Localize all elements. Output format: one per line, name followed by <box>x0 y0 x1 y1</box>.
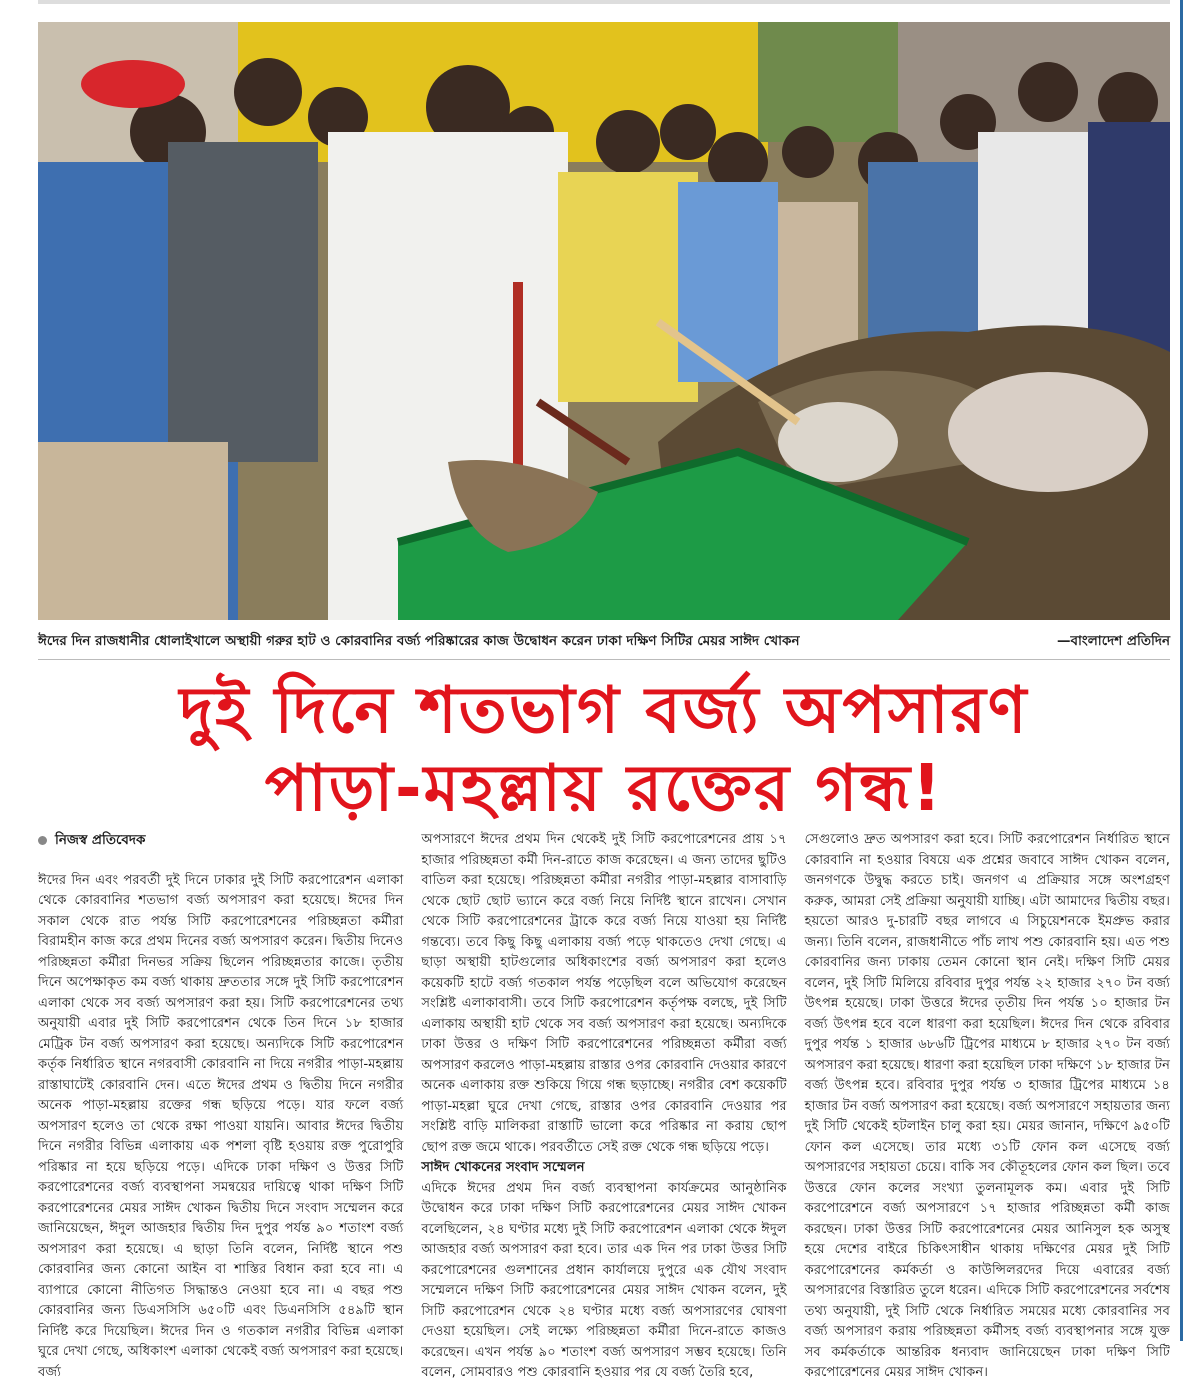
top-border <box>38 0 1170 4</box>
headline-line-1: দুই দিনে শতভাগ বর্জ্য অপসারণ <box>179 674 1029 748</box>
article-paragraph: ঈদের দিন এবং পরবর্তী দুই দিনে ঢাকার দুই সিটি করপোরেশন এলাকা থেকে কোরবানির শতভাগ বর্জ্য অপসারণ করা হয়েছে। ঈদের দিন সকাল থেকে রাত পর্যন্ত সিটি করপোরেশনের পরিচ্ছন্নতা কর্মীরা বিরামহীন কাজ করে প্রথম দিনের বর্জ্য অপসারণ করেন। দ্বিতীয় দিনেও পরিচ্ছন্নতা কর্মীরা দিনভর সক্রিয় ছিলেন পরিচ্ছন্নতার কাজে। তৃতীয় দিনে অপেক্ষাকৃত কম বর্জ্য থাকায় দ্রুততার সঙ্গে দুই সিটি করপোরেশন এলাকা থেকে সব বর্জ্য অপসারণ করা হয়। সিটি করপোরেশনের তথ্য অনুযায়ী এবার দুই সিটি করপোরেশন থেকে তিন দিনে ১৮ হাজার মেট্রিক টন বর্জ্য অপসারণ করা হয়েছে। অন্যদিকে সিটি করপোরেশন কর্তৃক নির্ধারিত স্থানে নগরবাসী কোরবানি না দিয়ে নগরীর পাড়া-মহল্লায় রাস্তাঘাটেই কোরবানি দেন। এতে ঈদের প্রথম ও দ্বিতীয় দিনে নগরীর অনেক পাড়া-মহল্লায় রক্তের গন্ধ ছড়িয়ে পড়ে। যার ফলে বর্জ্য অপসারণ হলেও তা থেকে রক্ষা পাওয়া যায়নি। আবার ঈদের দ্বিতীয় দিনে নগরীর বিভিন্ন এলাকায় এক পশলা বৃষ্টি হওয়ায় রক্ত পুরোপুরি পরিষ্কার না হয়ে ছড়িয়ে পড়ে। এদিকে ঢাকা দক্ষিণ ও উত্তর সিটি করপোরেশনের বর্জ্য ব্যবস্থাপনা সমন্বয়ের দায়িত্বে থাকা দক্ষিণ সিটি করপোরেশনের মেয়র সাঈদ খোকন দ্বিতীয় দিনে সংবাদ সম্মেলন করে জানিয়েছেন, ঈদুল আজহার দ্বিতীয় দিন দুপুর পর্যন্ত ৯০ শতাংশ বর্জ্য অপসারণ করা হয়েছে। এ ছাড়া তিনি বলেন, নির্দিষ্ট স্থানে পশু কোরবানির জন্য কোনো আইন বা শাস্তির বিধান করা হবে না। এ ব্যাপারে কোনো নীতিগত সিদ্ধান্তও নেওয়া হবে না। এ বছর পশু কোরবানির জন্য ডিএসসিসি ৬৫০টি এবং ডিএনসিসি ৫৪৯টি স্থান নির্দিষ্ট করে দিয়েছিল। ঈদের দিন ও গতকাল নগরীর বিভিন্ন এলাকা ঘুরে দেখা গেছে, অধিকাংশ এলাকা থেকেই বর্জ্য অপসারণ করা হয়েছে। বর্জ্য <box>38 872 404 1380</box>
article-column-1 <box>38 830 404 1380</box>
headline-line-2: পাড়া-মহল্লায় রক্তের গন্ধ! <box>264 752 944 826</box>
headline <box>38 672 1170 828</box>
photo-caption: ঈদের দিন রাজধানীর ধোলাইখালে অস্থায়ী গরুর হাট ও কোরবানির বর্জ্য পরিষ্কারের কাজ উদ্বোধন করেন ঢাকা দক্ষিণ সিটির মেয়র সাঈদ খোকন <box>38 632 800 649</box>
article-paragraph: এদিকে ঈদের প্রথম দিন বর্জ্য ব্যবস্থাপনা কার্যক্রমের আনুষ্ঠানিক উদ্বোধন করে ঢাকা দক্ষিণ সিটি করপোরেশনের মেয়র সাঈদ খোকন বলেছিলেন, ২৪ ঘণ্টার মধ্যে দুই সিটি করপোরেশন এলাকা থেকে ঈদুল আজহার বর্জ্য অপসারণ করা হবে। তার এক দিন পর ঢাকা উত্তর সিটি করপোরেশনের গুলশানের প্রধান কার্যালয়ে দুপুরে এক যৌথ সংবাদ সম্মেলনে দক্ষিণ সিটি করপোরেশনের মেয়র সাঈদ খোকন বলেন, দুই সিটি করপোরেশন থেকে ২৪ ঘণ্টার মধ্যে বর্জ্য অপসারণের ঘোষণা দেওয়া হয়েছিল। সেই লক্ষ্যে পরিচ্ছন্নতা কর্মীরা দিনে-রাতে কাজও করেছেন। এখন পর্যন্ত ৯০ শতাংশ বর্জ্য অপসারণ সম্ভব হয়েছে। তিনি বলেন, সোমবারও পশু কোরবানি হওয়ার পর যে বর্জ্য তৈরি হবে, <box>421 1180 787 1380</box>
article-paragraph: সেগুলোও দ্রুত অপসারণ করা হবে। সিটি করপোরেশন নির্ধারিত স্থানে কোরবানি না হওয়ার বিষয়ে এক প্রশ্নের জবাবে সাঈদ খোকন বলেন, জনগণকে উদ্বুদ্ধ করতে চাই। জনগণ এ প্রক্রিয়ার সঙ্গে অংশগ্রহণ করুক, আমরা সেই প্রক্রিয়া অনুযায়ী যাচ্ছি। এটা আমাদের দ্বিতীয় বছর। হয়তো আরও দু-চারটি বছর লাগবে এ সিচুয়েশনকে ইমপ্রুভ করার জন্য। তিনি বলেন, রাজধানীতে পাঁচ লাখ পশু কোরবানি হয়। এত পশু কোরবানির জন্য ঢাকায় তেমন কোনো স্থান নেই। দক্ষিণ সিটি মেয়র বলেন, দুই সিটি মিলিয়ে রবিবার দুপুর পর্যন্ত ২২ হাজার ২৭০ টন বর্জ্য উৎপন্ন হয়েছে। ঢাকা উত্তরে ঈদের তৃতীয় দিন পর্যন্ত ১০ হাজার টন বর্জ্য উৎপন্ন হবে বলে ধারণা করা হয়েছিল। ঈদের দিন থেকে রবিবার দুপুর পর্যন্ত ১ হাজার ৬৮৬টি ট্রিপের মাধ্যমে ৮ হাজার ২৭০ টন বর্জ্য অপসারণ করা হয়েছে। ধারণা করা হয়েছিল ঢাকা দক্ষিণে ১৮ হাজার টন বর্জ্য উৎপন্ন হবে। রবিবার দুপুর পর্যন্ত ৩ হাজার ট্রিপের মাধ্যমে ১৪ হাজার টন বর্জ্য অপসারণ করা হয়েছে। বর্জ্য অপসারণে সহায়তার জন্য দুই সিটি থেকেই হটলাইন চালু করা হয়। মেয়র জানান, দক্ষিণে ৯৫০টি ফোন কল এসেছে। তার মধ্যে ৩১টি ফোন কল এসেছে বর্জ্য অপসারণের সহায়তা চেয়ে। বাকি সব কৌতূহলের ফোন কল ছিল। তবে উত্তরে ফোন কলের সংখ্যা তুলনামূলক কম। এবার দুই সিটি করপোরেশনে বর্জ্য অপসারণে ১৭ হাজার পরিচ্ছন্নতা কর্মী কাজ করছেন। ঢাকা উত্তর সিটি করপোরেশনের মেয়র আনিসুল হক অসুস্থ হয়ে দেশের বাইরে চিকিৎসাধীন থাকায় দক্ষিণের মেয়র দুই সিটি করপোরেশনের কর্মকর্তা ও কাউন্সিলরদের দিয়ে এবারের বর্জ্য অপসারণের বিস্তারিত তুলে ধরেন। এদিকে সিটি করপোরেশনের সর্বশেষ তথ্য অনুযায়ী, দুই সিটি থেকে নির্ধারিত সময়ের মধ্যে কোরবানির সব বর্জ্য অপসারণ করায় পরিচ্ছন্নতা কর্মীসহ বর্জ্য ব্যবস্থাপনার সঙ্গে যুক্ত সব কর্মকর্তাকে আন্তরিক ধন্যবাদ জানিয়েছেন ঢাকা দক্ষিণ সিটি করপোরেশনের মেয়র সাঈদ খোকন। <box>804 832 1170 1380</box>
news-photo <box>38 22 1170 620</box>
bullet-icon <box>38 836 47 845</box>
byline <box>38 830 403 851</box>
caption-divider <box>38 659 1170 660</box>
photo-credit: —বাংলাদেশ প্রতিদিন <box>1057 632 1170 649</box>
photo-caption-row <box>38 628 1170 654</box>
article-column-3 <box>804 830 1170 1380</box>
article-column-2 <box>421 830 787 1380</box>
article-columns <box>38 830 1170 1380</box>
article-subhead: সাঈদ খোকনের সংবাদ সম্মেলন <box>421 1160 585 1175</box>
article-paragraph: অপসারণে ঈদের প্রথম দিন থেকেই দুই সিটি করপোরেশনের প্রায় ১৭ হাজার পরিচ্ছন্নতা কর্মী দিন-রাতে কাজ করেছেন। এ জন্য তাদের ছুটিও বাতিল করা হয়েছে। পরিচ্ছন্নতা কর্মীরা নগরীর পাড়া-মহল্লার বাসাবাড়ি থেকে ছোট ছোট ভ্যানে করে বর্জ্য নিয়ে নির্দিষ্ট স্থানে রাখেন। সেখান থেকে সিটি করপোরেশনের ট্রাকে করে বর্জ্য নিয়ে যাওয়া হয় নির্দিষ্ট গন্তব্যে। তবে কিছু কিছু এলাকায় বর্জ্য পড়ে থাকতেও দেখা গেছে। এ ছাড়া অস্থায়ী হাটগুলোর অধিকাংশের বর্জ্য অপসারণ করা হলেও কয়েকটি হাটে বর্জ্য গতকাল পর্যন্ত পড়েছিল বলে অভিযোগ করেছেন সংশ্লিষ্ট এলাকাবাসী। তবে সিটি করপোরেশন কর্তৃপক্ষ বলছে, দুই সিটি এলাকায় অস্থায়ী হাট থেকে সব বর্জ্য অপসারণ করা হয়েছে। অন্যদিকে ঢাকা উত্তর ও দক্ষিণ সিটি করপোরেশনের পরিচ্ছন্নতা কর্মীরা বর্জ্য অপসারণ করলেও পাড়া-মহল্লায় রাস্তার ওপর কোরবানি দেওয়ার কারণে অনেক এলাকায় রক্ত শুকিয়ে গিয়ে গন্ধ ছড়াচ্ছে। নগরীর বেশ কয়েকটি পাড়া-মহল্লা ঘুরে দেখা গেছে, রাস্তার ওপর কোরবানি দেওয়ার পর সংশ্লিষ্ট বাড়ি মালিকরা রাস্তাটি ভালো করে পরিষ্কার না করায় ছোপ ছোপ রক্ত জমে থাকে। পরবর্তীতে সেই রক্ত থেকে গন্ধ ছড়িয়ে পড়ে। <box>421 832 787 1155</box>
page-edge-rule <box>1180 0 1183 1341</box>
byline-text: নিজস্ব প্রতিবেদক <box>55 832 146 848</box>
